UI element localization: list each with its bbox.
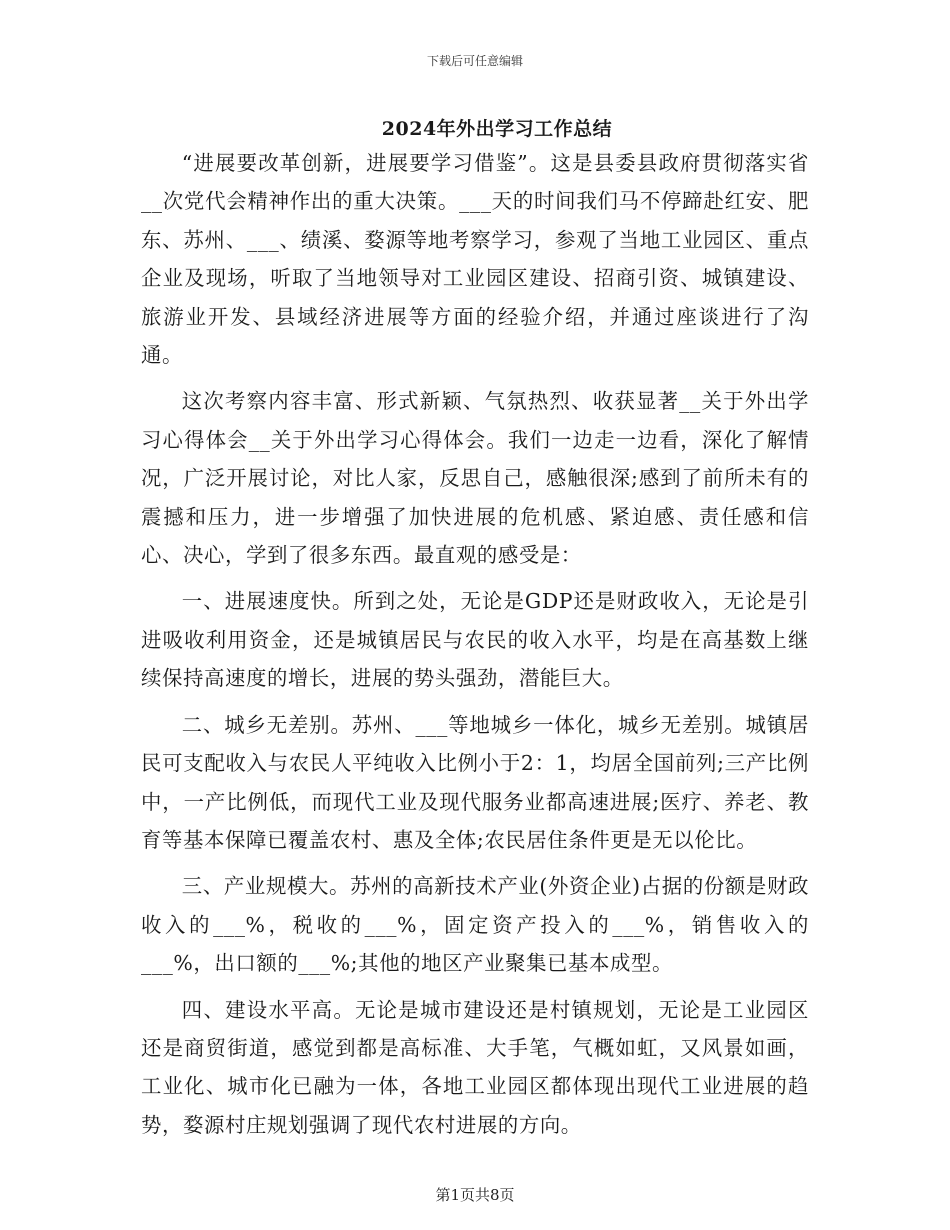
document-body <box>141 144 809 1152</box>
paragraph-2: 这次考察内容丰富、形式新颖、气氛热烈、收获显著__关于外出学习心得体会__关于外出学习心得体会。我们一边走一边看，深化了解情况，广泛开展讨论，对比人家，反思自己，感触很深;感到了前所未有的震撼和压力，进一步增强了加快进展的危机感、紧迫感、责任感和信心、决心，学到了很多东西。最直观的感受是： <box>141 389 809 568</box>
document-title: 2024年外出学习工作总结 <box>381 118 613 140</box>
paragraph-4: 二、城乡无差别。苏州、___等地城乡一体化，城乡无差别。城镇居民可支配收入与农民人平纯收入比例小于2：1，均居全国前列;三产比例中，一产比例低，而现代工业及现代服务业都高速进展;医疗、养老、教育等基本保障已覆盖农村、惠及全体;农民居住条件更是无以伦比。 <box>141 712 809 852</box>
paragraph-3: 一、进展速度快。所到之处，无论是GDP还是财政收入，无论是引进吸收利用资金，还是城镇居民与农民的收入水平，均是在高基数上继续保持高速度的增长，进展的势头强劲，潜能巨大。 <box>141 589 809 691</box>
page-number: 第1页共8页 <box>435 1186 515 1204</box>
paragraph-1: “进展要改革创新，进展要学习借鉴”。这是县委县政府贯彻落实省__次党代会精神作出的重大决策。___天的时间我们马不停蹄赴红安、肥东、苏州、___、绩溪、婺源等地考察学习，参观了当地工业园区、重点企业及现场，听取了当地领导对工业园区建设、招商引资、城镇建设、旅游业开发、县域经济进展等方面的经验介绍，并通过座谈进行了沟通。 <box>141 151 809 368</box>
page-header: 下载后可任意编辑 <box>426 54 523 68</box>
paragraph-6: 四、建设水平高。无论是城市建设还是村镇规划，无论是工业园区还是商贸街道，感觉到都是高标准、大手笔，气概如虹，又风景如画，工业化、城市化已融为一体，各地工业园区都体现出现代工业进展的趋势，婺源村庄规划强调了现代农村进展的方向。 <box>141 997 809 1137</box>
paragraph-5: 三、产业规模大。苏州的高新技术产业(外资企业)占据的份额是财政收入的___%，税收的___%，固定资产投入的___%，销售收入的___%，出口额的___%;其他的地区产业聚集已基本成型。 <box>141 874 809 976</box>
